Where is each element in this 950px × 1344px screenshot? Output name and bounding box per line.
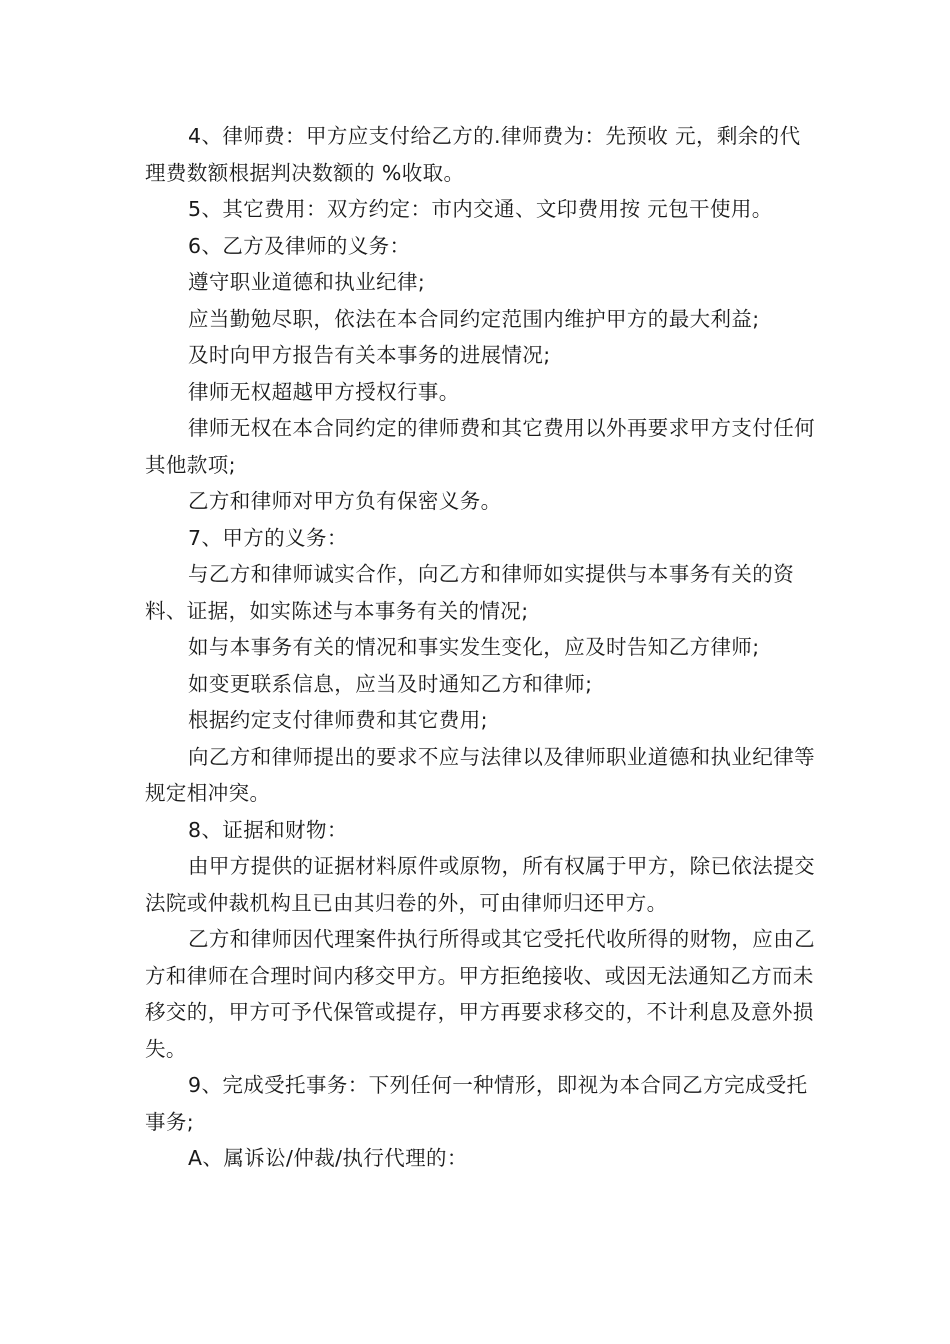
paragraph-no-extra-fees: 律师无权在本合同约定的律师费和其它费用以外再要求甲方支付任何其他款项; (145, 416, 815, 477)
paragraph-completion: 9、完成受托事务：下列任何一种情形，即视为本合同乙方完成受托事务; (145, 1073, 808, 1134)
paragraph-no-overreach: 律师无权超越甲方授权行事。 (188, 379, 460, 404)
heading-party-a-obligations: 7、甲方的义务： (188, 525, 348, 550)
document-body (145, 118, 815, 1177)
paragraph-progress-report: 及时向甲方报告有关本事务的进展情况; (188, 343, 551, 367)
heading-evidence-property: 8、证据和财物： (188, 817, 348, 842)
paragraph-property-transfer: 乙方和律师因代理案件执行所得或其它受托代收所得的财物，应由乙方和律师在合理时间内移交甲方。甲方拒绝接收、或因无法通知乙方而未移交的，甲方可予代保管或提存，甲方再要求移交的，不计利息及意外损失。 (145, 927, 815, 1061)
paragraph-ethics: 遵守职业道德和执业纪律; (188, 270, 426, 294)
paragraph-lawful-requests: 向乙方和律师提出的要求不应与法律以及律师职业道德和执业纪律等规定相冲突。 (145, 744, 815, 805)
paragraph-other-fees: 5、其它费用：双方约定：市内交通、文印费用按 元包干使用。 (188, 197, 773, 221)
paragraph-pay-fees: 根据约定支付律师费和其它费用; (188, 708, 488, 732)
paragraph-honest-cooperation: 与乙方和律师诚实合作，向乙方和律师如实提供与本事务有关的资料、证据，如实陈述与本事务有关的情况; (145, 562, 795, 623)
paragraph-confidentiality: 乙方和律师对甲方负有保密义务。 (188, 489, 502, 513)
paragraph-notify-changes: 如与本事务有关的情况和事实发生变化，应及时告知乙方律师; (188, 635, 760, 659)
paragraph-contact-info: 如变更联系信息，应当及时通知乙方和律师; (188, 671, 593, 696)
heading-party-b-obligations: 6、乙方及律师的义务： (188, 233, 411, 258)
paragraph-diligence: 应当勤勉尽职，依法在本合同约定范围内维护甲方的最大利益; (188, 306, 760, 331)
paragraph-litigation-agency: A、属诉讼/仲裁/执行代理的： (188, 1146, 468, 1170)
paragraph-evidence-ownership: 由甲方提供的证据材料原件或原物，所有权属于甲方，除已依法提交法院或仲裁机构且已由其归卷的外，可由律师归还甲方。 (145, 854, 815, 915)
paragraph-lawyer-fee: 4、律师费：甲方应支付给乙方的.律师费为：先预收 元，剩余的代理费数额根据判决数额的 %收取。 (145, 124, 801, 185)
